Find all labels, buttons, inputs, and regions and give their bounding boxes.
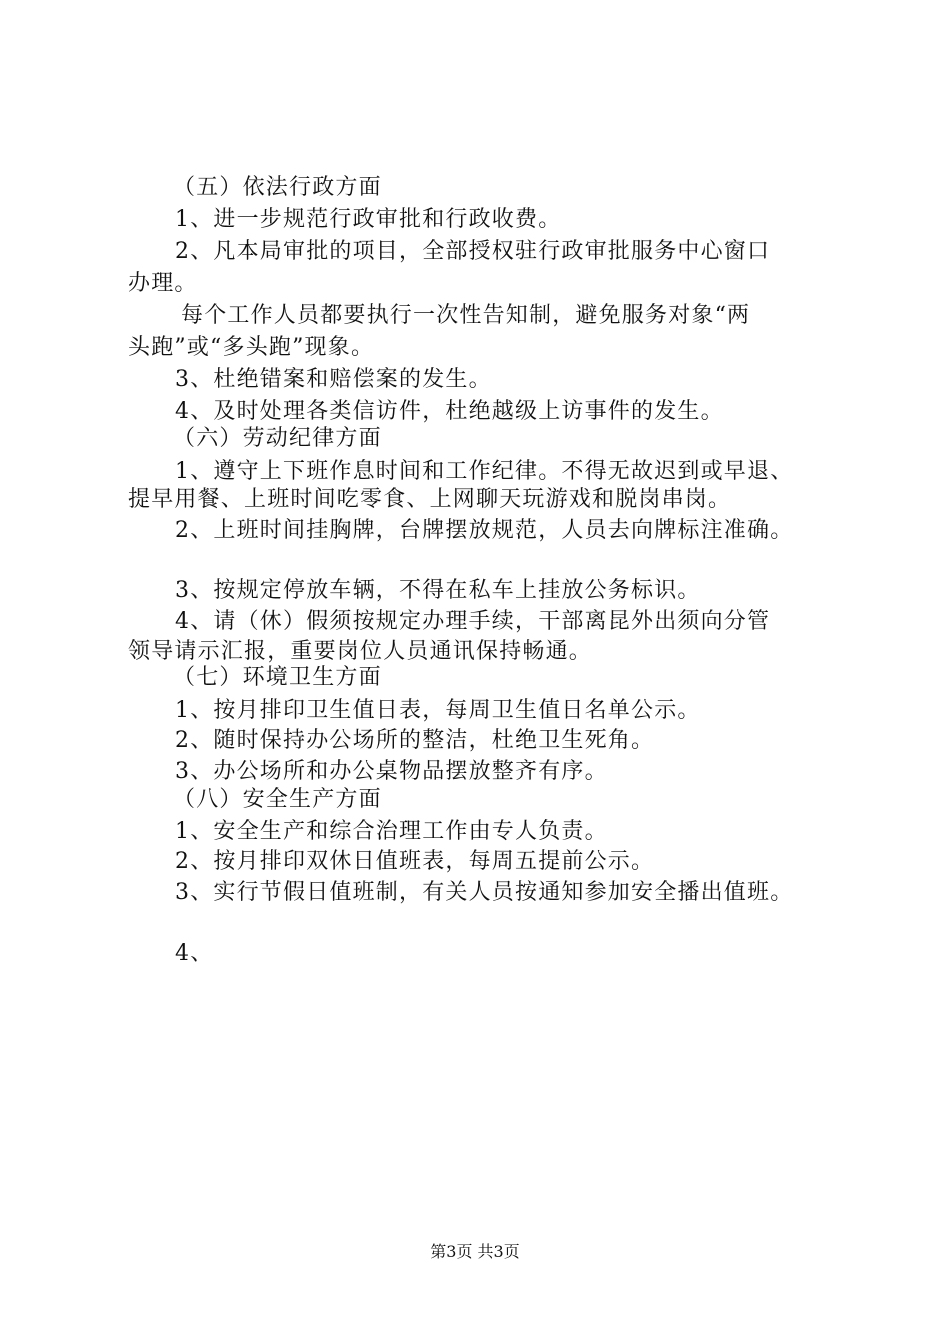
text-line: 2、随时保持办公场所的整洁，杜绝卫生死角。 — [175, 728, 655, 753]
page-number-footer: 第3页 共3页 — [430, 1242, 520, 1261]
text-line: 2、按月排印双休日值班表，每周五提前公示。 — [175, 849, 655, 874]
text-line: 提早用餐、上班时间吃零食、上网聊天玩游戏和脱岗串岗。 — [128, 487, 732, 512]
text-line: 每个工作人员都要执行一次性告知制，避免服务对象“两 — [181, 303, 751, 328]
text-line: 1、按月排印卫生值日表，每周卫生值日名单公示。 — [175, 698, 701, 723]
text-line: 4、请（休）假须按规定办理手续，干部离昆外出须向分管 — [175, 609, 771, 634]
text-line: 头跑”或“多头跑”现象。 — [128, 335, 375, 360]
text-line: 2、凡本局审批的项目，全部授权驻行政审批服务中心窗口 — [175, 239, 771, 264]
text-line: 3、杜绝错案和赔偿案的发生。 — [175, 367, 492, 392]
section-heading-8: （八）安全生产方面 — [173, 787, 382, 812]
text-line: 3、实行节假日值班制，有关人员按通知参加安全播出值班。 — [175, 880, 794, 905]
text-line: 4、 — [175, 941, 214, 966]
text-line: 1、安全生产和综合治理工作由专人负责。 — [175, 819, 608, 844]
text-line: 1、遵守上下班作息时间和工作纪律。不得无故迟到或早退、 — [175, 459, 794, 484]
section-heading-5: （五）依法行政方面 — [173, 175, 382, 200]
text-line: 1、进一步规范行政审批和行政收费。 — [175, 207, 562, 232]
text-line: 4、及时处理各类信访件，杜绝越级上访事件的发生。 — [175, 399, 724, 424]
text-line: 领导请示汇报，重要岗位人员通讯保持畅通。 — [128, 639, 593, 664]
text-line: 3、按规定停放车辆，不得在私车上挂放公务标识。 — [175, 578, 701, 603]
text-line: 3、办公场所和办公桌物品摆放整齐有序。 — [175, 759, 608, 784]
text-line: 办理。 — [128, 271, 198, 296]
text-line: 2、上班时间挂胸牌，台牌摆放规范，人员去向牌标注准确。 — [175, 518, 794, 543]
section-heading-7: （七）环境卫生方面 — [173, 665, 382, 690]
section-heading-6: （六）劳动纪律方面 — [173, 426, 382, 451]
